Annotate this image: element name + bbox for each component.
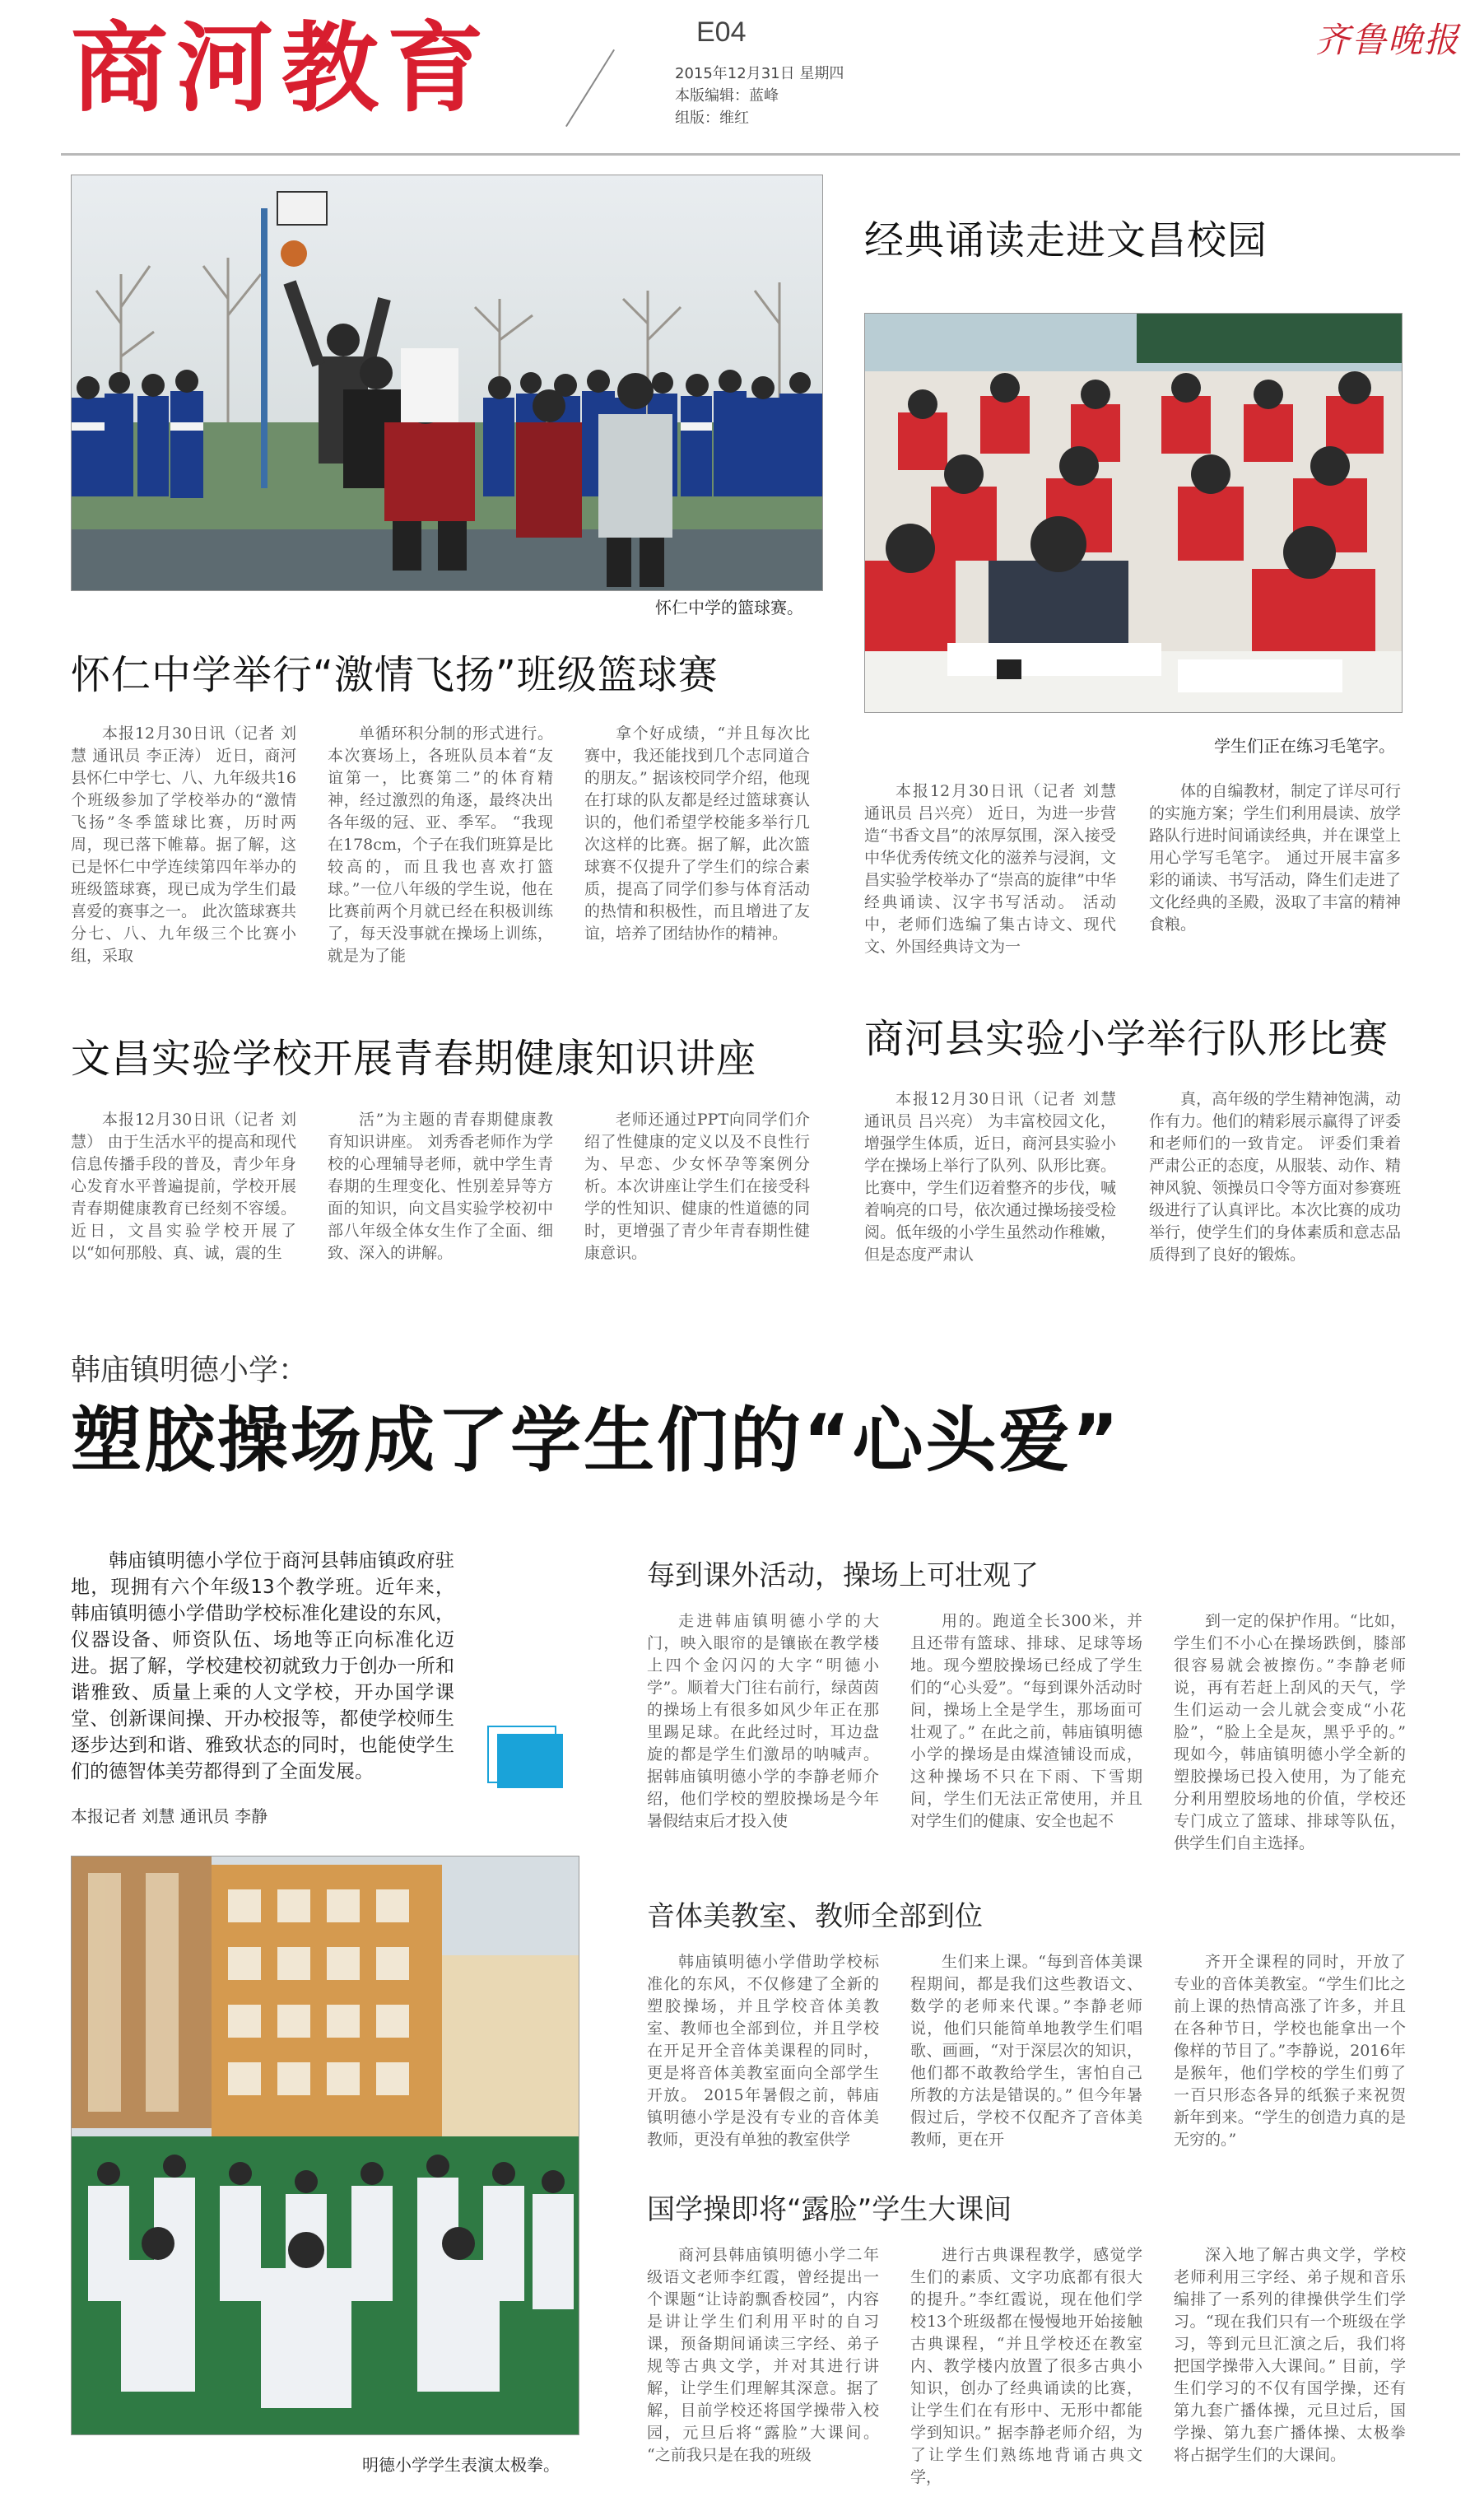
paragraph: 生们来上课。“每到音体美课程期间，都是我们这些教语文、数学的老师来代课。”李静老师说，他们只能简单地教学生们唱歌、画画，“对于深层次的知识，他们都不敢教给学生，害怕自己所教的方法是错误的。” 但今年暑假过后，学校不仅配齐了音体美教师，更在开: [910, 1953, 1142, 2149]
feature-section-guoxue-col1: [647, 2244, 879, 2467]
calligraphy-photo-caption: 学生们正在练习毛笔字。: [1214, 736, 1395, 756]
page-number: E04: [696, 16, 747, 48]
feature-section-guoxue-col2: [910, 2244, 1142, 2489]
header-divider: [565, 49, 615, 127]
feature-section-playground-col2: [910, 1610, 1142, 1833]
article-body-classic-reading-col2: [1149, 780, 1401, 936]
issue-date: 2015年12月31日 星期四: [675, 65, 844, 82]
paragraph: 商河县韩庙镇明德小学二年级语文老师李红霞，曾经提出一个课题“让诗韵飘香校园”，内容是讲让学生们利用平时的自习课，预备期间诵读三字经、弟子规等古典文学，并对其进行讲解，让学生们理解其深意。据了解，目前学校还将国学操带入校园，元旦后将“露脸”大课间。 “之前我只是在我的班级: [647, 2246, 879, 2464]
paragraph: 用的。跑道全长300米，并且还带有篮球、排球、足球等场地。现今塑胶操场已经成了学生们的“心头爱”。“每到课外活动时间，操场上全是学生，那场面可壮观了。” 在此之前，韩庙镇明德小学的操场是由煤渣铺设而成，这种操场不只在下雨、下雪期间，学生们无法正常使用，并且对学生们的健康、安全也起不: [910, 1612, 1142, 1830]
paragraph: 到一定的保护作用。“比如，学生们不小心在操场跌倒，膝部很容易就会被擦伤。”李静老师说，再有若赶上刮风的天气，学生们运动一会儿就会变成“小花脸”，“脸上全是灰，黑乎乎的。” 现如今，韩庙镇明德小学全新的塑胶操场已投入使用，为了能充分利用塑胶场地的价值，学校还专门成立了篮球、排球等队伍，供学生们自主选择。: [1174, 1612, 1406, 1852]
article-body-basketball-col3: [584, 723, 810, 945]
paragraph: 拿个好成绩，“并且每次比赛中，我还能找到几个志同道合的朋友。” 据该校同学介绍，他现在打球的队友都是经过篮球赛认识的，他们希望学校能多举行几次这样的比赛。据了解，此次篮球赛不仅提升了学生们的综合素质，提高了同学们参与体育活动的热情和积极性，而且增进了友谊，培养了团结协作的精神。: [584, 724, 810, 943]
paragraph: 单循环积分制的形式进行。本次赛场上，各班队员本着“友谊第一，比赛第二”的体育精神，经过激烈的角逐，最终决出各年级的冠、亚、季军。 “我现在178cm，个子在我们班算是比较高的，而且我也喜欢打篮球。”一位八年级的学生说，他在比赛前两个月就已经在积极训练了，每天没事就在操场上训练，就是为了能: [328, 724, 553, 965]
paragraph: 真，高年级的学生精神饱满，动作有力。他们的精彩展示赢得了评委和老师们的一致肯定。 评委们秉着严肃公正的态度，从服装、动作、精神风貌、领操员口令等方面对参赛班级进行了认真评比。本次比赛的成功举行，使学生们的身体素质和意志品质得到了良好的锻炼。: [1149, 1090, 1401, 1264]
article-title-health-lecture: 文昌实验学校开展青春期健康知识讲座: [71, 1036, 757, 1082]
article-body-health-col1: [71, 1109, 296, 1265]
section-title: 商河教育: [71, 12, 493, 125]
paragraph: 韩庙镇明德小学借助学校标准化的东风，不仅修建了全新的塑胶操场，并且学校音体美教室、教师也全部到位，并且学校在开足开全音体美课程的同时，更是将音体美教室面向全部学生开放。 2015年暑假之前，韩庙镇明德小学是没有专业的音体美教师，更没有单独的教室供学: [647, 1953, 879, 2149]
article-title-classic-reading: 经典诵读走进文昌校园: [864, 217, 1268, 263]
header-meta: [675, 63, 844, 129]
feature-kicker: 韩庙镇明德小学：: [71, 1353, 309, 1387]
paragraph: 体的自编教材，制定了详尽可行的实施方案；学生们利用晨读、放学路队行进时间诵读经典，并在课堂上用心学写毛笔字。 通过开展丰富多彩的诵读、书写活动，降生们走进了文化经典的圣殿，汲取了丰富的精神食粮。: [1149, 782, 1401, 934]
feature-section-playground-col3: [1174, 1610, 1406, 1855]
feature-section-arts-col1: [647, 1951, 879, 2151]
feature-section-arts-col2: [910, 1951, 1142, 2151]
paragraph: 齐开全课程的同时，开放了专业的音体美教室。“学生们比之前上课的热情高涨了许多，并且在各种节日，学校也能拿出一个像样的节目了。”李静说，2016年是猴年，他们学校的学生们剪了一百只形态各异的纸猴子来祝贺新年到来。“学生的创造力真的是无穷的。”: [1174, 1953, 1406, 2149]
feature-section-arts-col3: [1174, 1951, 1406, 2151]
article-body-health-col3: [584, 1109, 810, 1265]
paragraph: 进行古典课程教学，感觉学生们的素质、文字功底都有很大的提升。”李红霞说，现在他们学校13个班级都在慢慢地开始接触古典课程，“并且学校还在教室内、教学楼内放置了很多古典小知识，创办了经典诵读的比赛，让学生们在有形中、无形中都能学到知识。” 据李静老师介绍，为了让学生们熟练地背诵古典文学，: [910, 2246, 1142, 2486]
article-title-formation-contest: 商河县实验小学举行队形比赛: [864, 1016, 1389, 1062]
paragraph: 本报12月30日讯（记者 刘慧 通讯员 李正涛） 近日，商河县怀仁中学七、八、九年级共16个班级参加了学校举办的“激情飞扬”冬季篮球比赛，历时两周，现已落下帷幕。据了解，这已是怀仁中学连续第四年举办的班级篮球赛，现已成为学生们最喜爱的赛事之一。 此次篮球赛共分七、八、九年级三个比赛小组，采取: [71, 724, 296, 965]
feature-byline: 本报记者 刘慧 通讯员 李静: [71, 1806, 268, 1826]
newspaper-logo: 齐鲁晚报: [1315, 20, 1461, 60]
paragraph: 走进韩庙镇明德小学的大门，映入眼帘的是镶嵌在教学楼上四个金闪闪的大字“明德小学”。顺着大门往右前行，绿茵茵的操场上有很多如风少年正在那里踢足球。在此经过时，耳边盘旋的都是学生们激昂的呐喊声。 据韩庙镇明德小学的李静老师介绍，他们学校的塑胶操场是今年暑假结束后才投入使: [647, 1612, 879, 1830]
paragraph: 本报12月30日讯（记者 刘慧） 由于生活水平的提高和现代信息传播手段的普及，青少年身心发育水平普遍提前，学校开展青春期健康教育已经刻不容缓。近日，文昌实验学校开展了以“如何那般、真、诚，震的生: [71, 1111, 296, 1262]
basketball-photo-caption: 怀仁中学的篮球赛。: [655, 598, 803, 617]
feature-section-title-guoxue: 国学操即将“露脸”学生大课间: [647, 2193, 1012, 2226]
article-body-formation-col2: [1149, 1088, 1401, 1266]
basketball-photo: [71, 175, 823, 591]
paragraph: 本报12月30日讯（记者 刘慧 通讯员 吕兴亮） 为丰富校园文化，增强学生体质，近日，商河县实验小学在操场上举行了队列、队形比赛。 比赛中，学生们迈着整齐的步伐，喊着响亮的口号，依次通过操场接受检阅。低年级的小学生虽然动作稚嫩，但是态度严肃认: [864, 1090, 1116, 1264]
paragraph: 本报12月30日讯（记者 刘慧 通讯员 吕兴亮） 近日，为进一步营造“书香文昌”的浓厚氛围，深入接受中华优秀传统文化的滋养与浸润，文昌实验学校举办了“崇高的旋律”中华经典诵读、汉字书写活动。 活动中，老师们选编了集古诗文、现代文、外国经典诗文为一: [864, 782, 1116, 956]
calligraphy-photo: [864, 313, 1403, 713]
feature-section-title-arts: 音体美教室、教师全部到位: [647, 1900, 983, 1933]
paragraph: 深入地了解古典文学，学校老师利用三字经、弟子规和音乐编排了一系列的律操供学生们学习。“现在我们只有一个班级在学习，等到元旦汇演之后，我们将把国学操带入大课间。” 目前，学生们学习的不仅有国学操，还有第九套广播体操，元旦过后，国学操、第九套广播体操、太极拳将占据学生们的大课间。: [1174, 2246, 1406, 2464]
feature-section-guoxue-col3: [1174, 2244, 1406, 2467]
taichi-photo: [71, 1856, 579, 2435]
taichi-photo-caption: 明德小学学生表演太极拳。: [362, 2455, 560, 2475]
paragraph: 韩庙镇明德小学位于商河县韩庙镇政府驻地，现拥有六个年级13个教学班。近年来，韩庙镇明德小学借助学校标准化建设的东风，仪器设备、师资队伍、场地等正向标准化迈进。据了解，学校建校初就致力于创办一所和谐雅致、质量上乘的人文学校，开办国学课堂、创新课间操、开办校报等，都使学校师生逐步达到和谐、雅致状态的同时，也能使学生们的德智体美劳都得到了全面发展。: [71, 1550, 454, 1782]
feature-lead: [71, 1548, 454, 1785]
feature-title: 塑胶操场成了学生们的“心头爱”: [71, 1400, 1122, 1482]
designer-credit: 组版：维红: [675, 109, 749, 127]
article-body-classic-reading-col1: [864, 780, 1116, 958]
editor-credit: 本版编辑：蓝峰: [675, 87, 779, 105]
article-body-health-col2: [328, 1109, 553, 1265]
taichi-photo-image: [72, 1856, 579, 2434]
basketball-photo-image: [72, 175, 822, 590]
header-rule: [61, 153, 1460, 156]
article-body-basketball-col2: [328, 723, 553, 967]
feature-section-playground-col1: [647, 1610, 879, 1833]
article-title-basketball: 怀仁中学举行“激情飞扬”班级篮球赛: [71, 652, 719, 698]
calligraphy-photo-image: [865, 314, 1402, 712]
paragraph: 老师还通过PPT向同学们介绍了性健康的定义以及不良性行为、早恋、少女怀孕等案例分析。本次讲座让学生们在接受科学的性知识、健康的性道德的同时，更增强了青少年青春期性健康意识。: [584, 1111, 810, 1262]
feature-section-title-playground: 每到课外活动，操场上可壮观了: [647, 1559, 1039, 1592]
paragraph: 活”为主题的青春期健康教育知识讲座。 刘秀香老师作为学校的心理辅导老师，就中学生青春期的生理变化、性别差异等方面的知识，向文昌实验学校初中部八年级全体女生作了全面、细致、深入的讲解。: [328, 1111, 553, 1262]
article-body-formation-col1: [864, 1088, 1116, 1266]
article-body-basketball-col1: [71, 723, 296, 967]
decorative-block-shadow: [487, 1726, 556, 1783]
